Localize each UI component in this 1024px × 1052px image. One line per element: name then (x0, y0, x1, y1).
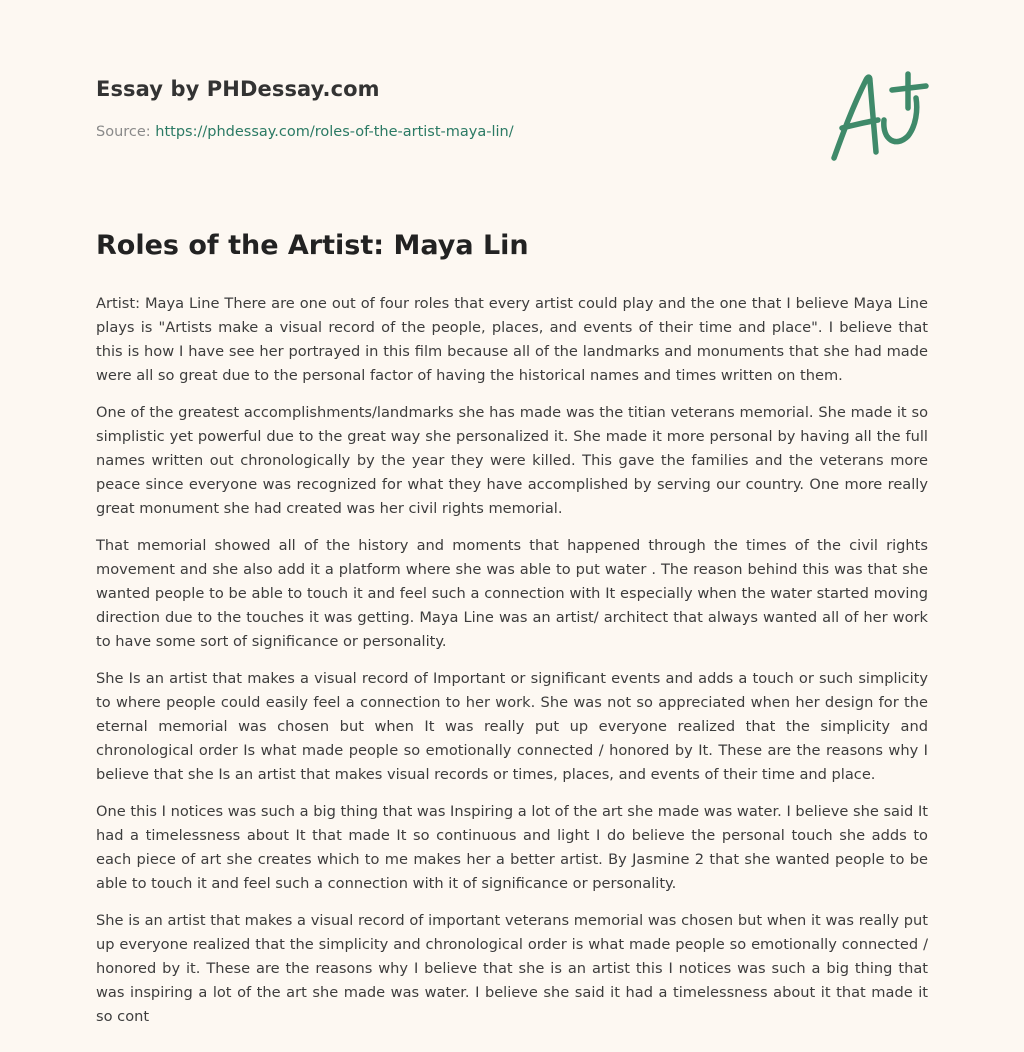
source-link[interactable]: https://phdessay.com/roles-of-the-artist-maya-lin/ (155, 124, 514, 140)
essay-title: Roles of the Artist: Maya Lin (96, 230, 529, 261)
essay-paragraph: One of the greatest accomplishments/landmarks she has made was the titian veterans memorial. She made it so simplistic yet powerful due to the great way she personalized it. She made it more personal by having all the full names written out chronologically by the year they were killed. This gave the families and the veterans more peace since everyone was recognized for what they have accomplished by serving our country. One more really great monument she had created was her civil rights memorial. (96, 404, 928, 517)
source-line (96, 124, 514, 140)
site-title: Essay by PHDessay.com (96, 77, 380, 101)
page-header (96, 0, 928, 190)
essay-paragraph: That memorial showed all of the history and moments that happened through the times of the civil rights movement and she also add it a platform where she was able to put water . The reason behind this was that she wanted people to be able to touch it and feel such a connection with It especially when the water started moving direction due to the touches it was getting. Maya Line was an artist/ architect that always wanted all of her work to have some sort of significance or personality. (96, 537, 928, 650)
essay-body (96, 292, 928, 1029)
essay-paragraph: One this I notices was such a big thing that was Inspiring a lot of the art she made was water. I believe she said It had a timelessness about It that made It so continuous and light I do believe the personal touch she adds to each piece of art she creates which to me makes her a better artist. By Jasmine 2 that she wanted people to be able to touch it and feel such a connection with it of significance or personality. (96, 803, 928, 892)
source-label: Source: (96, 124, 156, 140)
essay-paragraph: She is an artist that makes a visual record of important veterans memorial was chosen but when it was really put up everyone realized that the simplicity and chronological order is what made people so emotionally connected / honored by it. These are the reasons why I believe that she is an artist this I notices was such a big thing that was inspiring a lot of the art she made was water. I believe she said it had a timelessness about it that made it so cont (96, 912, 928, 1025)
essay-paragraph: Artist: Maya Line There are one out of four roles that every artist could play and the one that I believe Maya Line plays is "Artists make a visual record of the people, places, and events of their time and place". I believe that this is how I have see her portrayed in this film because all of the landmarks and monuments that she had made were all so great due to the personal factor of having the historical names and times written on them. (96, 295, 928, 384)
a-plus-logo-icon (828, 68, 930, 164)
essay-paragraph: She Is an artist that makes a visual record of Important or significant events and adds a touch or such simplicity to where people could easily feel a connection to her work. She was not so appreciated when her design for the eternal memorial was chosen but when It was really put up everyone realized that the simplicity and chronological order Is what made people so emotionally connected / honored by It. These are the reasons why I believe that she Is an artist that makes visual records or times, places, and events of their time and place. (96, 670, 928, 783)
